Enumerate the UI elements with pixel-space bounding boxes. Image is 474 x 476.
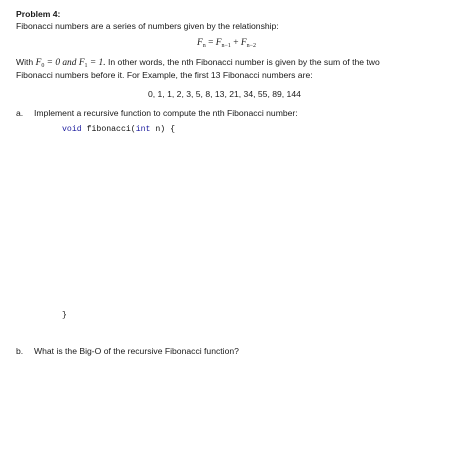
keyword-int: int [135, 125, 151, 134]
f0-rest: = 0 and [46, 58, 77, 68]
closing-brace: } [62, 311, 67, 320]
with-prefix: With [16, 57, 34, 67]
formula-t1: F [215, 38, 222, 48]
function-signature [62, 125, 175, 134]
line-two-text: Fibonacci numbers before it. For Example, the first 13 Fibonacci numbers are: [16, 70, 313, 80]
formula-t2-sub: n−2 [246, 43, 256, 49]
part-a-marker: a. [16, 108, 24, 118]
f1-symbol: F [78, 58, 85, 68]
part-b-marker: b. [16, 346, 24, 356]
keyword-void: void [62, 125, 82, 134]
recurrence-formula [197, 38, 256, 49]
with-suffix: In other words, the nth Fibonacci number is given by the sum of the two [107, 57, 380, 67]
initial-conditions-line [16, 57, 380, 69]
f0-sub: 0 [41, 63, 45, 69]
formula-lhs: F [197, 38, 203, 48]
f1-sub: 1 [84, 63, 88, 69]
formula-eq: = [208, 38, 214, 48]
formula-t1-sub: n−1 [221, 43, 231, 49]
part-a-text: Implement a recursive function to compute the nth Fibonacci number: [34, 108, 298, 118]
f1-rest: = 1. [89, 58, 106, 68]
function-name: fibonacci( [86, 125, 136, 134]
intro-text: Fibonacci numbers are a series of numbers given by the relationship: [16, 21, 279, 31]
part-b-text: What is the Big-O of the recursive Fibonacci function? [34, 346, 239, 356]
formula-lhs-sub: n [202, 43, 206, 49]
fibonacci-sequence: 0, 1, 1, 2, 3, 5, 8, 13, 21, 34, 55, 89, 144 [148, 89, 301, 99]
f1-term [79, 58, 106, 68]
formula-plus: + [233, 38, 239, 48]
f0-symbol: F [35, 58, 42, 68]
f0-term [36, 58, 77, 68]
function-param: n) { [155, 125, 176, 134]
problem-title: Problem 4: [16, 9, 61, 19]
formula-t2: F [240, 38, 247, 48]
